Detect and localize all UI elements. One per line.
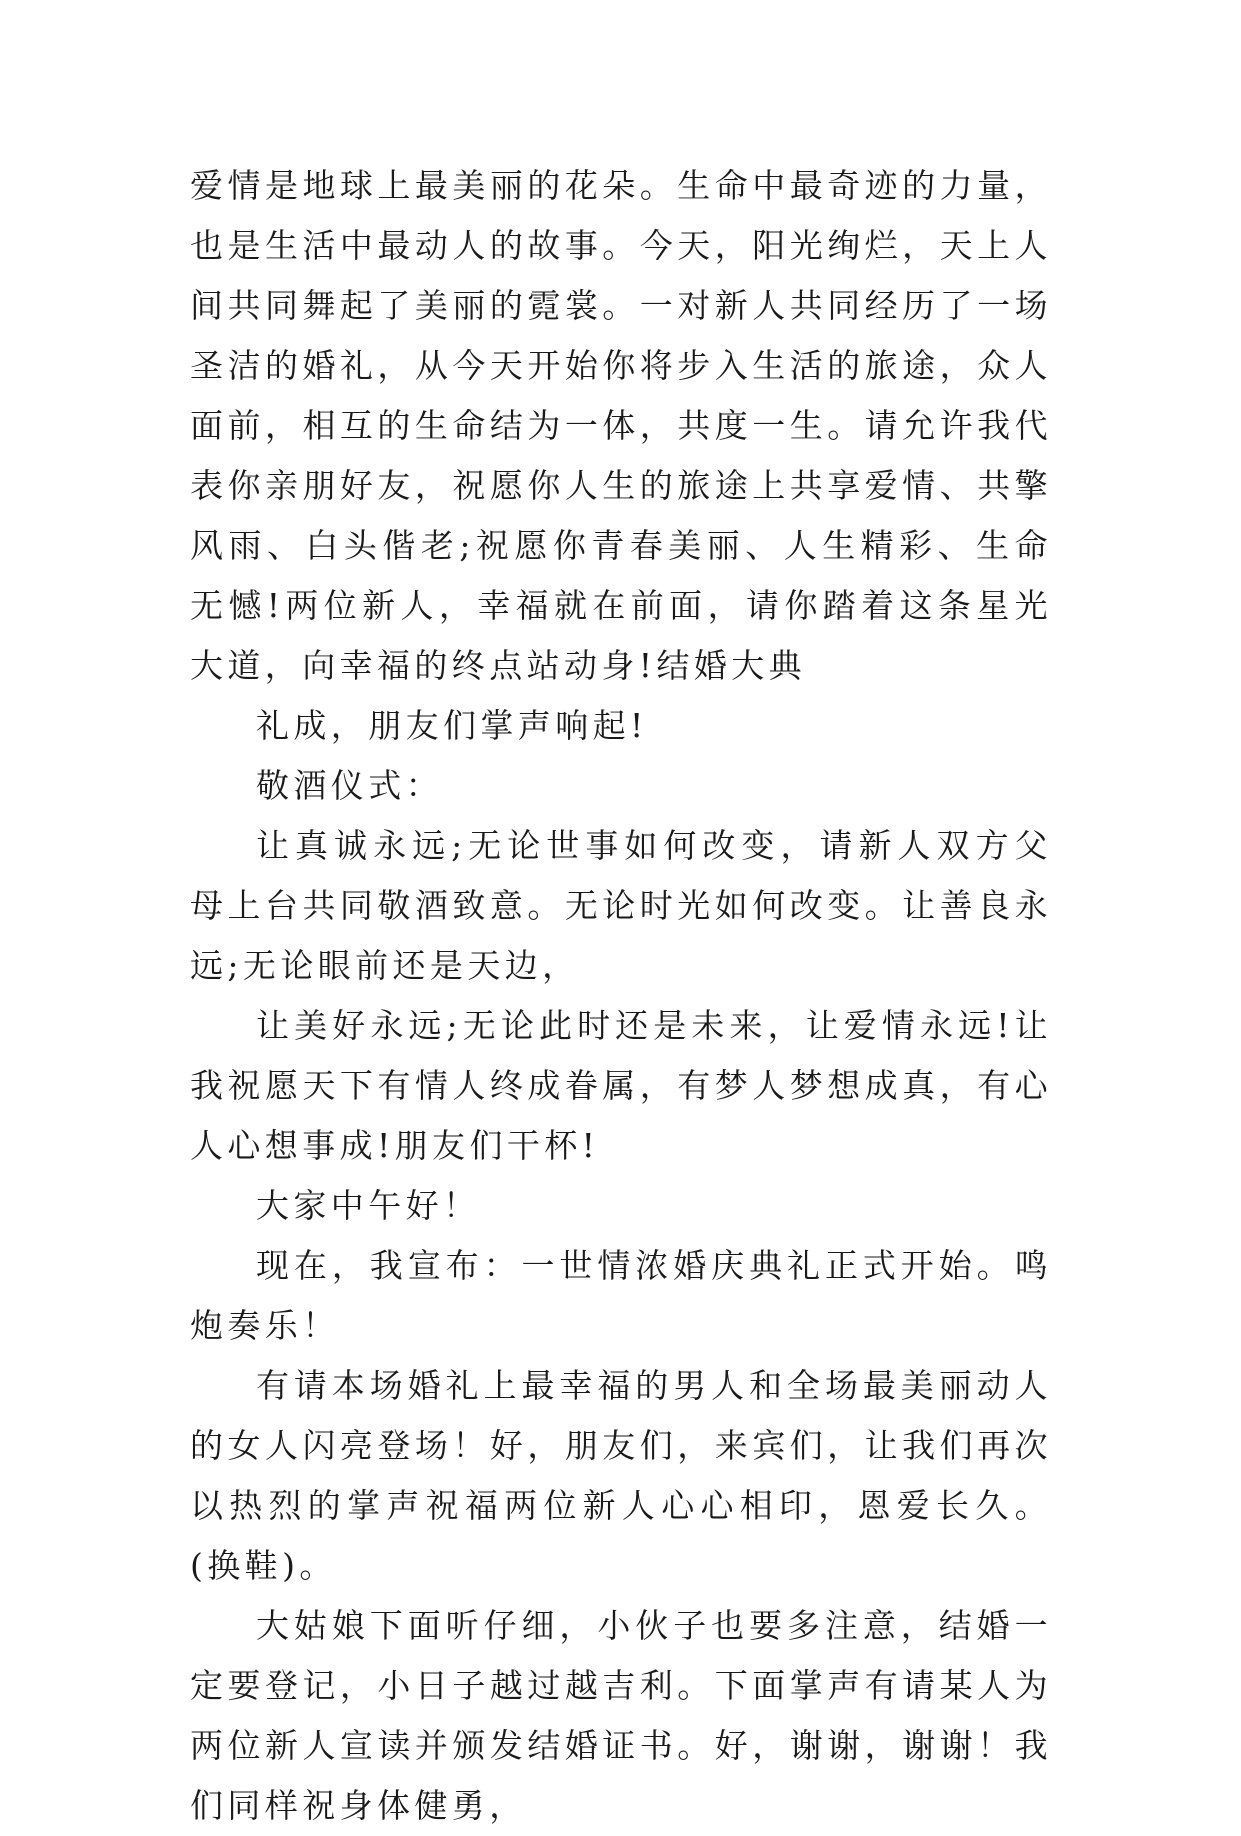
paragraph-couple-entrance: 有请本场婚礼上最幸福的男人和全场最美丽动人的女人闪亮登场！好，朋友们，来宾们，让我们再次以热烈的掌声祝福两位新人心心相印，恩爱长久。(换鞋)。	[190, 1366, 1052, 1585]
paragraph-marriage-certificate: 大姑娘下面听仔细，小伙子也要多注意，结婚一定要登记，小日子越过越吉利。下面掌声有请某人为两位新人宣读并颁发结婚证书。好，谢谢，谢谢！我们同样祝身体健勇，	[190, 1606, 1052, 1825]
paragraph-intro: 爱情是地球上最美丽的花朵。生命中最奇迹的力量，也是生活中最动人的故事。今天，阳光绚烂，天上人间共同舞起了美丽的霓裳。一对新人共同经历了一场圣洁的婚礼，从今天开始你将步入生活的旅途，众人面前，相互的生命结为一体，共度一生。请允许我代表你亲朋好友，祝愿你人生的旅途上共享爱情、共擎风雨、白头偕老;祝愿你青春美丽、人生精彩、生命无憾!两位新人，幸福就在前面，请你踏着这条星光大道，向幸福的终点站动身!结婚大典	[190, 166, 1052, 685]
paragraph-toast-cheers: 让美好永远;无论此时还是未来，让爱情永远!让我祝愿天下有情人终成眷属，有梦人梦想成真，有心人心想事成!朋友们干杯!	[190, 1006, 1052, 1165]
paragraph-toast-heading: 敬酒仪式：	[256, 766, 443, 805]
paragraph-ceremony-complete: 礼成，朋友们掌声响起!	[256, 706, 648, 745]
paragraph-toast-sincerity: 让真诚永远;无论世事如何改变，请新人双方父母上台共同敬酒致意。无论时光如何改变。让善良永远;无论眼前还是天边，	[190, 826, 1052, 985]
paragraph-greeting: 大家中午好！	[256, 1186, 481, 1225]
paragraph-announcement: 现在，我宣布：一世情浓婚庆典礼正式开始。鸣炮奏乐！	[190, 1246, 1052, 1345]
document-body	[190, 156, 1052, 1836]
